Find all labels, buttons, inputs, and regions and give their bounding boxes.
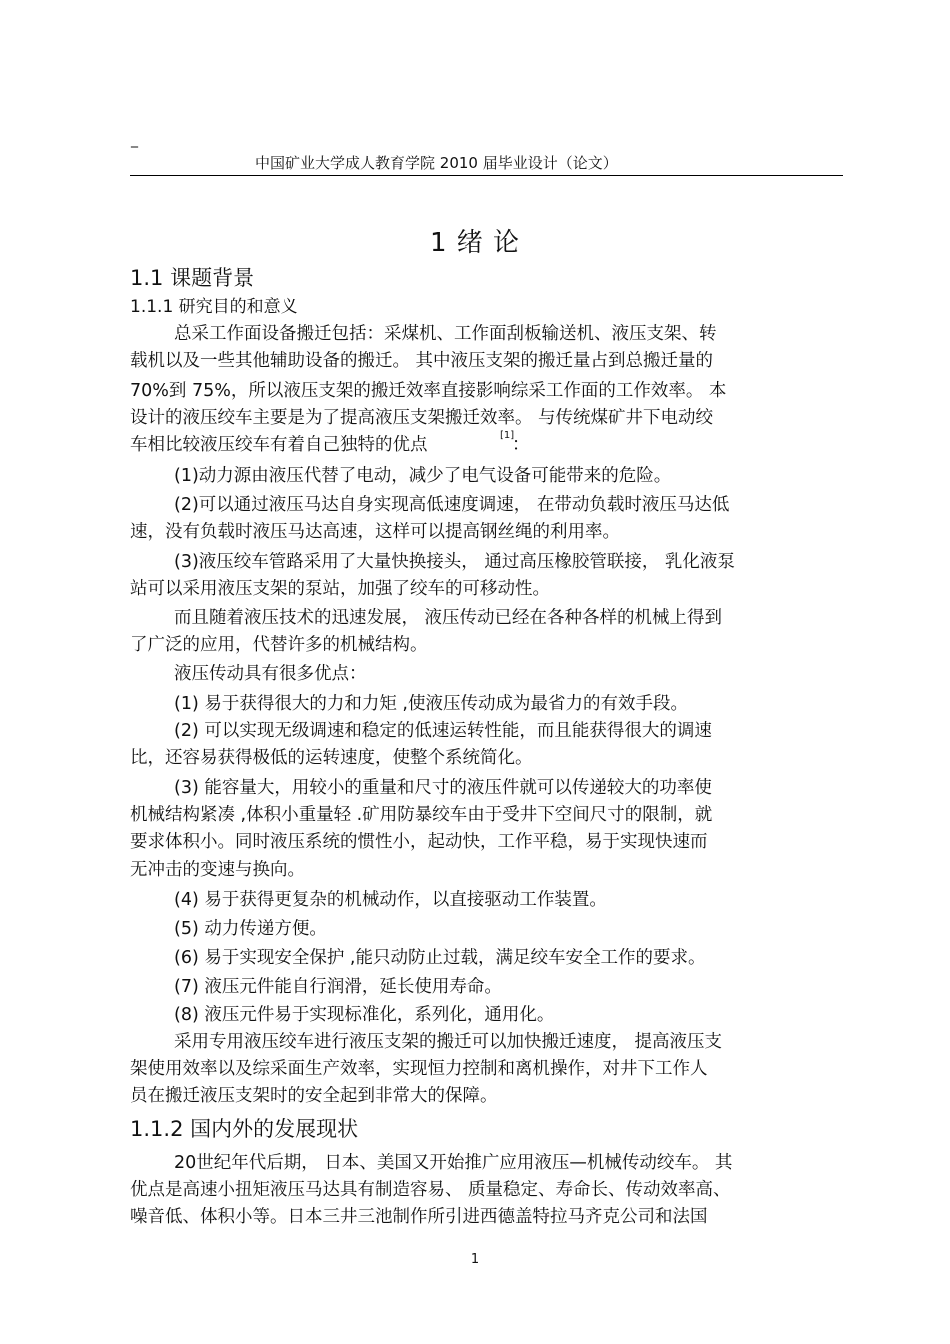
citation-ref: [1]	[500, 430, 515, 441]
body-line: 设计的液压绞车主要是为了提高液压支架搬迁效率。 与传统煤矿井下电动绞	[130, 408, 714, 428]
body-line: 而且随着液压技术的迅速发展， 液压传动已经在各种各样的机械上得到	[174, 608, 723, 628]
body-line: (7) 液压元件能自行润滑，延长使用寿命。	[174, 977, 502, 997]
body-line: 采用专用液压绞车进行液压支架的搬迁可以加快搬迁速度， 提高液压支	[174, 1032, 723, 1052]
body-line: 要求体积小。同时液压系统的惯性小，起动快，工作平稳，易于实现快速而	[130, 832, 708, 852]
body-line: (6) 易于实现安全保护 ,能只动防止过载，满足绞车安全工作的要求。	[174, 948, 706, 968]
page-number: 1	[470, 1252, 480, 1267]
section-heading-1-1-2: 1.1.2 国内外的发展现状	[130, 1117, 359, 1141]
body-line: (5) 动力传递方便。	[174, 919, 327, 939]
header-rule	[130, 175, 843, 176]
body-line: 无冲击的变速与换向。	[130, 860, 305, 880]
section-heading-1-1-1: 1.1.1 研究目的和意义	[130, 297, 298, 317]
body-line: (1) 易于获得很大的力和力矩 ,使液压传动成为最省力的有效手段。	[174, 694, 688, 714]
page-header: 中国矿业大学成人教育学院 2010 届毕业设计（论文）	[255, 154, 618, 172]
body-line: (2)可以通过液压马达自身实现高低速度调速， 在带动负载时液压马达低	[174, 495, 730, 515]
body-line: 速，没有负载时液压马达高速，这样可以提高钢丝绳的利用率。	[130, 522, 620, 542]
body-line: (4) 易于获得更复杂的机械动作，以直接驱动工作装置。	[174, 890, 607, 910]
body-line: 架使用效率以及综采面生产效率，实现恒力控制和离机操作，对井下工作人	[130, 1059, 708, 1079]
body-line: 机械结构紧凑 ,体积小重量轻 .矿用防暴绞车由于受井下空间尺寸的限制，就	[130, 805, 713, 825]
body-line: (2) 可以实现无级调速和稳定的低速运转性能，而且能获得很大的调速	[174, 721, 712, 741]
body-line: 20世纪年代后期， 日本、美国又开始推广应用液压—机械传动绞车。 其	[174, 1153, 733, 1173]
body-line: (3)液压绞车管路采用了大量快换接头， 通过高压橡胶管联接， 乳化液泵	[174, 552, 735, 572]
body-line: 车相比较液压绞车有着自己独特的优点	[130, 435, 428, 455]
body-line: 70%到 75%，所以液压支架的搬迁效率直接影响综采工作面的工作效率。 本	[130, 381, 727, 401]
body-line: 员在搬迁液压支架时的安全起到非常大的保障。	[130, 1086, 498, 1106]
body-line: 优点是高速小扭矩液压马达具有制造容易、 质量稳定、寿命长、传动效率高、	[130, 1180, 731, 1200]
body-line: (3) 能容量大，用较小的重量和尺寸的液压件就可以传递较大的功率使	[174, 778, 712, 798]
body-line: 总采工作面设备搬迁包括：采煤机、工作面刮板输送机、液压支架、转	[174, 324, 717, 344]
body-line: 载机以及一些其他辅助设备的搬迁。 其中液压支架的搬迁量占到总搬迁量的	[130, 351, 714, 371]
body-line: 站可以采用液压支架的泵站，加强了绞车的可移动性。	[130, 579, 550, 599]
body-line: 噪音低、体积小等。日本三井三池制作所引进西德盖特拉马齐克公司和法国	[130, 1207, 708, 1227]
body-line: (1)动力源由液压代替了电动，减少了电气设备可能带来的危险。	[174, 466, 672, 486]
section-heading-1-1: 1.1 课题背景	[130, 266, 255, 290]
chapter-title: 1 绪 论	[429, 228, 521, 258]
body-line: 比，还容易获得极低的运转速度，使整个系统简化。	[130, 748, 533, 768]
body-colon: ：	[512, 435, 530, 455]
body-line: 液压传动具有很多优点：	[174, 664, 367, 684]
header-dash: _	[131, 132, 138, 148]
body-line: (8) 液压元件易于实现标准化，系列化，通用化。	[174, 1005, 555, 1025]
body-line: 了广泛的应用，代替许多的机械结构。	[130, 635, 428, 655]
